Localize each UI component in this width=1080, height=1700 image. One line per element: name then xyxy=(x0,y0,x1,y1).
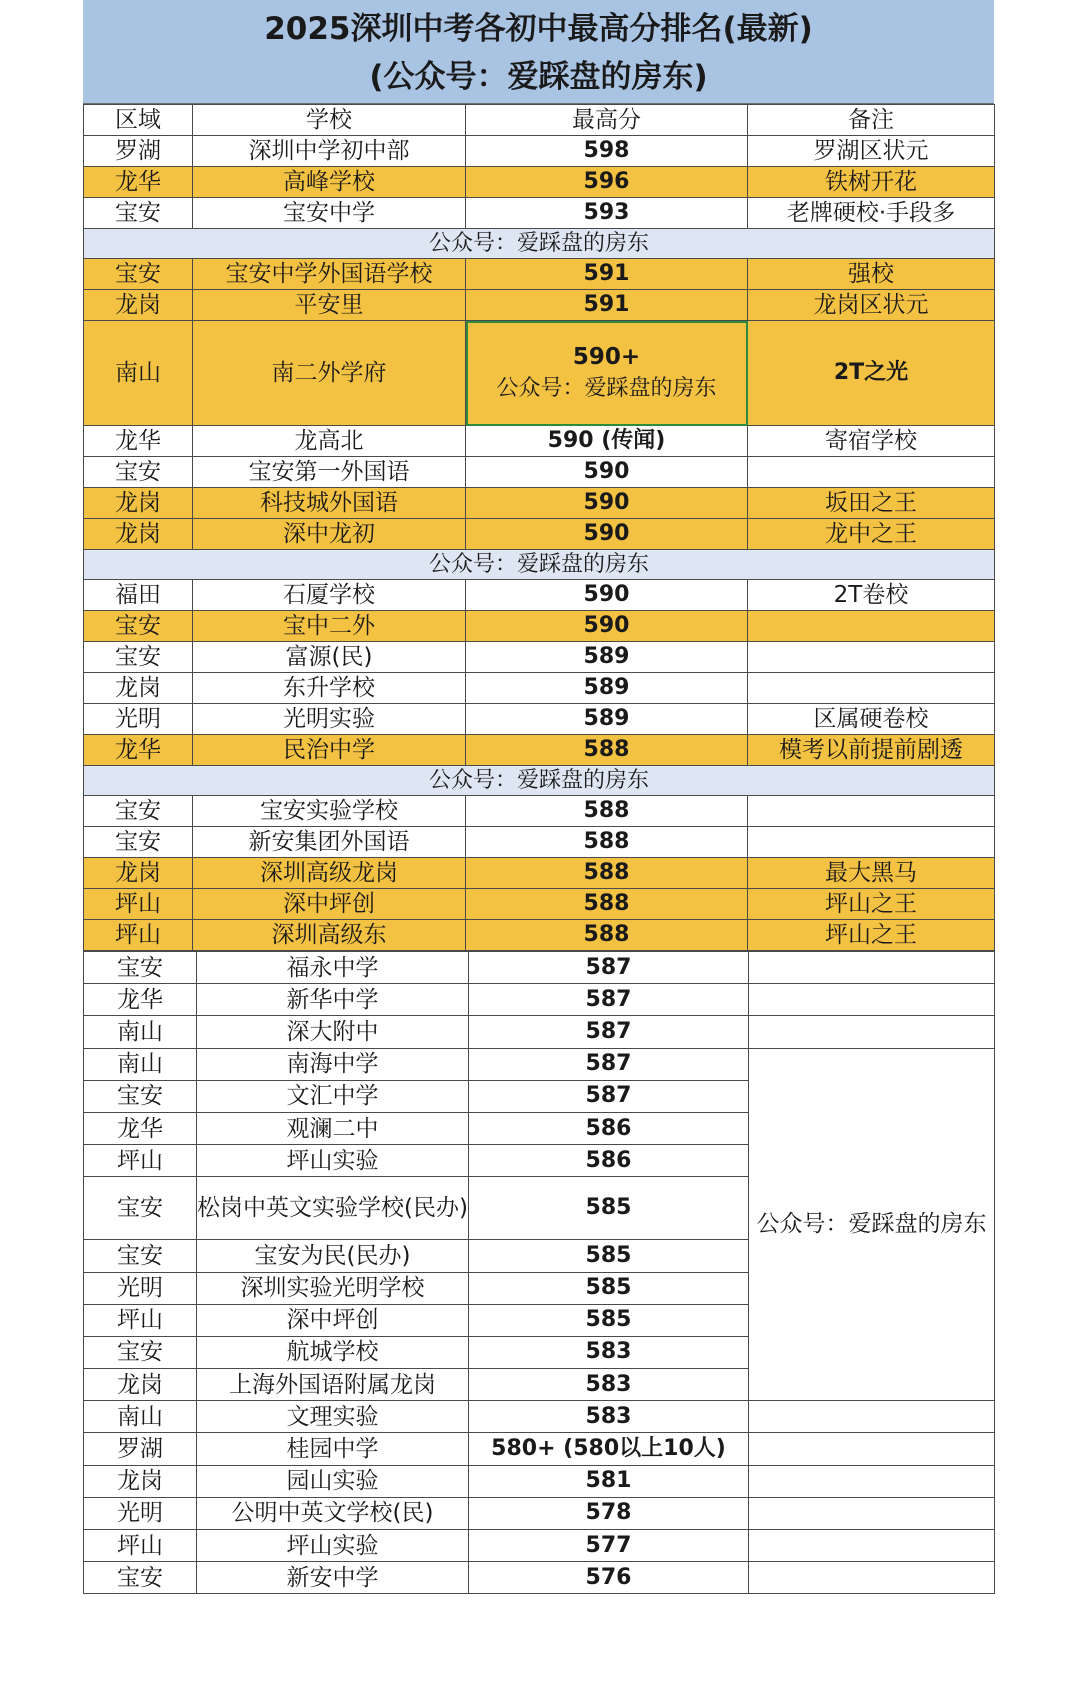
note-cell: 罗湖区状元 xyxy=(748,136,995,167)
region-cell: 龙岗 xyxy=(84,1465,197,1497)
note-cell: 铁树开花 xyxy=(748,167,995,198)
table-row xyxy=(84,1433,995,1465)
region-cell: 龙岗 xyxy=(84,1369,197,1401)
school-cell: 石厦学校 xyxy=(193,580,466,611)
score-cell: 590 (传闻) xyxy=(466,426,748,457)
school-cell: 南海中学 xyxy=(197,1048,469,1080)
school-cell: 龙高北 xyxy=(193,426,466,457)
table-row xyxy=(84,984,995,1016)
score-cell: 585 xyxy=(469,1272,749,1304)
region-cell: 宝安 xyxy=(84,952,197,984)
region-cell: 南山 xyxy=(84,1401,197,1433)
school-cell: 新华中学 xyxy=(197,984,469,1016)
note-cell xyxy=(749,952,995,984)
score-subtext: 公众号：爱踩盘的房东 xyxy=(496,376,717,401)
table-row xyxy=(84,426,995,457)
note-cell xyxy=(748,457,995,488)
school-cell: 松岗中英文实验学校(民办) xyxy=(197,1177,469,1240)
note-cell: 龙岗区状元 xyxy=(748,290,995,321)
table-row xyxy=(84,259,995,290)
region-cell: 龙华 xyxy=(84,984,197,1016)
region-cell: 坪山 xyxy=(84,889,193,920)
note-cell: 2T卷校 xyxy=(748,580,995,611)
school-cell: 东升学校 xyxy=(193,673,466,704)
region-cell: 龙岗 xyxy=(84,488,193,519)
separator-text: 公众号：爱踩盘的房东 xyxy=(84,229,995,259)
region-cell: 龙岗 xyxy=(84,519,193,550)
school-cell: 宝安中学 xyxy=(193,198,466,229)
ranking-table-lower xyxy=(83,951,995,1594)
school-cell: 宝安实验学校 xyxy=(193,796,466,827)
note-cell xyxy=(749,984,995,1016)
score-cell: 588 xyxy=(466,796,748,827)
score-cell: 583 xyxy=(469,1369,749,1401)
score-cell: 585 xyxy=(469,1240,749,1272)
school-cell: 民治中学 xyxy=(193,735,466,766)
score-value: 590+ xyxy=(572,344,641,370)
region-cell: 光明 xyxy=(84,1272,197,1304)
table-row xyxy=(84,827,995,858)
score-cell: 580+ (580以上10人) xyxy=(469,1433,749,1465)
table-row-nanshan xyxy=(84,321,995,426)
school-cell: 新安集团外国语 xyxy=(193,827,466,858)
note-cell: 区属硬卷校 xyxy=(748,704,995,735)
note-cell: 龙中之王 xyxy=(748,519,995,550)
school-cell: 公明中英文学校(民) xyxy=(197,1497,469,1529)
note-cell xyxy=(749,1497,995,1529)
score-cell: 590 xyxy=(466,580,748,611)
score-cell: 596 xyxy=(466,167,748,198)
score-cell: 590 xyxy=(466,488,748,519)
note-cell xyxy=(749,1401,995,1433)
region-cell: 罗湖 xyxy=(84,136,193,167)
school-cell: 高峰学校 xyxy=(193,167,466,198)
school-cell: 文汇中学 xyxy=(197,1080,469,1112)
table-row xyxy=(84,167,995,198)
note-cell xyxy=(749,1562,995,1594)
table-row xyxy=(84,1048,995,1080)
table-row xyxy=(84,642,995,673)
region-cell: 宝安 xyxy=(84,611,193,642)
region-cell: 宝安 xyxy=(84,1240,197,1272)
note-cell: 老牌硬校·手段多 xyxy=(748,198,995,229)
table-row xyxy=(84,1497,995,1529)
note-cell xyxy=(749,1433,995,1465)
score-cell: 577 xyxy=(469,1530,749,1562)
table-row xyxy=(84,889,995,920)
table-row xyxy=(84,1016,995,1048)
score-cell: 590 xyxy=(466,457,748,488)
note-cell: 强校 xyxy=(748,259,995,290)
table-row xyxy=(84,920,995,951)
note-cell: 2T之光 xyxy=(748,321,995,426)
region-cell: 龙华 xyxy=(84,167,193,198)
school-cell: 深圳实验光明学校 xyxy=(197,1272,469,1304)
school-cell: 文理实验 xyxy=(197,1401,469,1433)
score-cell: 586 xyxy=(469,1145,749,1177)
school-cell: 深圳高级东 xyxy=(193,920,466,951)
score-cell: 588 xyxy=(466,889,748,920)
score-cell: 590 xyxy=(466,611,748,642)
title-line-1: 2025深圳中考各初中最高分排名(最新) xyxy=(264,11,813,47)
school-cell: 深大附中 xyxy=(197,1016,469,1048)
region-cell: 龙岗 xyxy=(84,290,193,321)
school-cell: 宝安中学外国语学校 xyxy=(193,259,466,290)
lower-table-body xyxy=(84,952,995,1594)
region-cell: 南山 xyxy=(84,1048,197,1080)
score-cell: 590 xyxy=(466,519,748,550)
region-cell: 宝安 xyxy=(84,259,193,290)
school-cell: 航城学校 xyxy=(197,1336,469,1368)
table-header-row xyxy=(84,105,995,136)
merged-note-cell: 公众号：爱踩盘的房东 xyxy=(749,1048,995,1401)
region-cell: 南山 xyxy=(84,1016,197,1048)
region-cell: 坪山 xyxy=(84,1145,197,1177)
score-cell: 586 xyxy=(469,1112,749,1144)
school-cell: 深中坪创 xyxy=(193,889,466,920)
note-cell xyxy=(749,1016,995,1048)
score-cell: 588 xyxy=(466,858,748,889)
school-cell: 观澜二中 xyxy=(197,1112,469,1144)
score-cell: 587 xyxy=(469,1048,749,1080)
table-row xyxy=(84,488,995,519)
note-cell: 最大黑马 xyxy=(748,858,995,889)
region-cell: 福田 xyxy=(84,580,193,611)
note-cell xyxy=(748,642,995,673)
region-cell: 宝安 xyxy=(84,1080,197,1112)
school-cell: 深圳高级龙岗 xyxy=(193,858,466,889)
table-row xyxy=(84,580,995,611)
school-cell: 园山实验 xyxy=(197,1465,469,1497)
region-cell: 龙华 xyxy=(84,735,193,766)
header-region: 区域 xyxy=(84,105,193,136)
school-cell: 宝中二外 xyxy=(193,611,466,642)
score-cell: 583 xyxy=(469,1336,749,1368)
school-cell: 宝安为民(民办) xyxy=(197,1240,469,1272)
school-cell: 坪山实验 xyxy=(197,1145,469,1177)
table-row xyxy=(84,796,995,827)
table-row xyxy=(84,1530,995,1562)
school-cell: 深圳中学初中部 xyxy=(193,136,466,167)
score-cell: 588 xyxy=(466,827,748,858)
table-row xyxy=(84,519,995,550)
region-cell: 龙华 xyxy=(84,426,193,457)
school-cell: 坪山实验 xyxy=(197,1530,469,1562)
note-cell xyxy=(748,673,995,704)
note-cell: 坪山之王 xyxy=(748,920,995,951)
score-cell: 587 xyxy=(469,952,749,984)
note-cell: 模考以前提前剧透 xyxy=(748,735,995,766)
score-cell: 583 xyxy=(469,1401,749,1433)
ranking-sheet xyxy=(83,0,994,1594)
score-cell: 593 xyxy=(466,198,748,229)
region-cell: 坪山 xyxy=(84,1304,197,1336)
region-cell: 宝安 xyxy=(84,1562,197,1594)
table-row xyxy=(84,611,995,642)
score-cell: 587 xyxy=(469,1016,749,1048)
score-cell: 581 xyxy=(469,1465,749,1497)
note-cell xyxy=(748,827,995,858)
school-cell: 南二外学府 xyxy=(193,321,466,426)
region-cell: 龙华 xyxy=(84,1112,197,1144)
table-row xyxy=(84,1401,995,1433)
ranking-table-upper xyxy=(83,104,995,951)
region-cell: 坪山 xyxy=(84,920,193,951)
score-cell: 589 xyxy=(466,704,748,735)
score-cell: 598 xyxy=(466,136,748,167)
table-row xyxy=(84,198,995,229)
header-note: 备注 xyxy=(748,105,995,136)
separator-text: 公众号：爱踩盘的房东 xyxy=(84,766,995,796)
school-cell: 桂园中学 xyxy=(197,1433,469,1465)
score-cell: 576 xyxy=(469,1562,749,1594)
note-cell: 坂田之王 xyxy=(748,488,995,519)
school-cell: 新安中学 xyxy=(197,1562,469,1594)
header-score: 最高分 xyxy=(466,105,748,136)
region-cell: 宝安 xyxy=(84,827,193,858)
score-cell: 589 xyxy=(466,642,748,673)
table-row xyxy=(84,457,995,488)
school-cell: 上海外国语附属龙岗 xyxy=(197,1369,469,1401)
region-cell: 宝安 xyxy=(84,642,193,673)
note-cell: 坪山之王 xyxy=(748,889,995,920)
score-cell: 589 xyxy=(466,673,748,704)
score-cell: 585 xyxy=(469,1304,749,1336)
score-cell: 578 xyxy=(469,1497,749,1529)
region-cell: 南山 xyxy=(84,321,193,426)
table-row xyxy=(84,1562,995,1594)
table-row xyxy=(84,704,995,735)
separator-row xyxy=(84,550,995,580)
region-cell: 宝安 xyxy=(84,198,193,229)
table-row xyxy=(84,1465,995,1497)
note-cell xyxy=(749,1465,995,1497)
region-cell: 光明 xyxy=(84,704,193,735)
score-cell: 588 xyxy=(466,735,748,766)
score-cell: 587 xyxy=(469,1080,749,1112)
title-line-2: (公众号：爱踩盘的房东) xyxy=(369,59,708,95)
region-cell: 光明 xyxy=(84,1497,197,1529)
region-cell: 宝安 xyxy=(84,1336,197,1368)
table-row xyxy=(84,673,995,704)
region-cell: 坪山 xyxy=(84,1530,197,1562)
school-cell: 光明实验 xyxy=(193,704,466,735)
note-cell xyxy=(748,796,995,827)
score-cell: 585 xyxy=(469,1177,749,1240)
school-cell: 宝安第一外国语 xyxy=(193,457,466,488)
region-cell: 宝安 xyxy=(84,796,193,827)
region-cell: 宝安 xyxy=(84,1177,197,1240)
school-cell: 深中龙初 xyxy=(193,519,466,550)
region-cell: 罗湖 xyxy=(84,1433,197,1465)
separator-text: 公众号：爱踩盘的房东 xyxy=(84,550,995,580)
sheet-title xyxy=(83,0,994,104)
score-cell: 587 xyxy=(469,984,749,1016)
table-row xyxy=(84,858,995,889)
table-row xyxy=(84,952,995,984)
score-cell: 591 xyxy=(466,259,748,290)
note-cell xyxy=(748,611,995,642)
header-school: 学校 xyxy=(193,105,466,136)
region-cell: 龙岗 xyxy=(84,673,193,704)
table-row xyxy=(84,290,995,321)
region-cell: 龙岗 xyxy=(84,858,193,889)
note-cell xyxy=(749,1530,995,1562)
school-cell: 深中坪创 xyxy=(197,1304,469,1336)
score-cell: 591 xyxy=(466,290,748,321)
table-row xyxy=(84,136,995,167)
score-cell xyxy=(466,321,748,426)
note-cell: 寄宿学校 xyxy=(748,426,995,457)
separator-row xyxy=(84,766,995,796)
separator-row xyxy=(84,229,995,259)
school-cell: 福永中学 xyxy=(197,952,469,984)
school-cell: 科技城外国语 xyxy=(193,488,466,519)
score-cell: 588 xyxy=(466,920,748,951)
school-cell: 平安里 xyxy=(193,290,466,321)
upper-table-body xyxy=(84,105,995,951)
region-cell: 宝安 xyxy=(84,457,193,488)
school-cell: 富源(民) xyxy=(193,642,466,673)
table-row xyxy=(84,735,995,766)
